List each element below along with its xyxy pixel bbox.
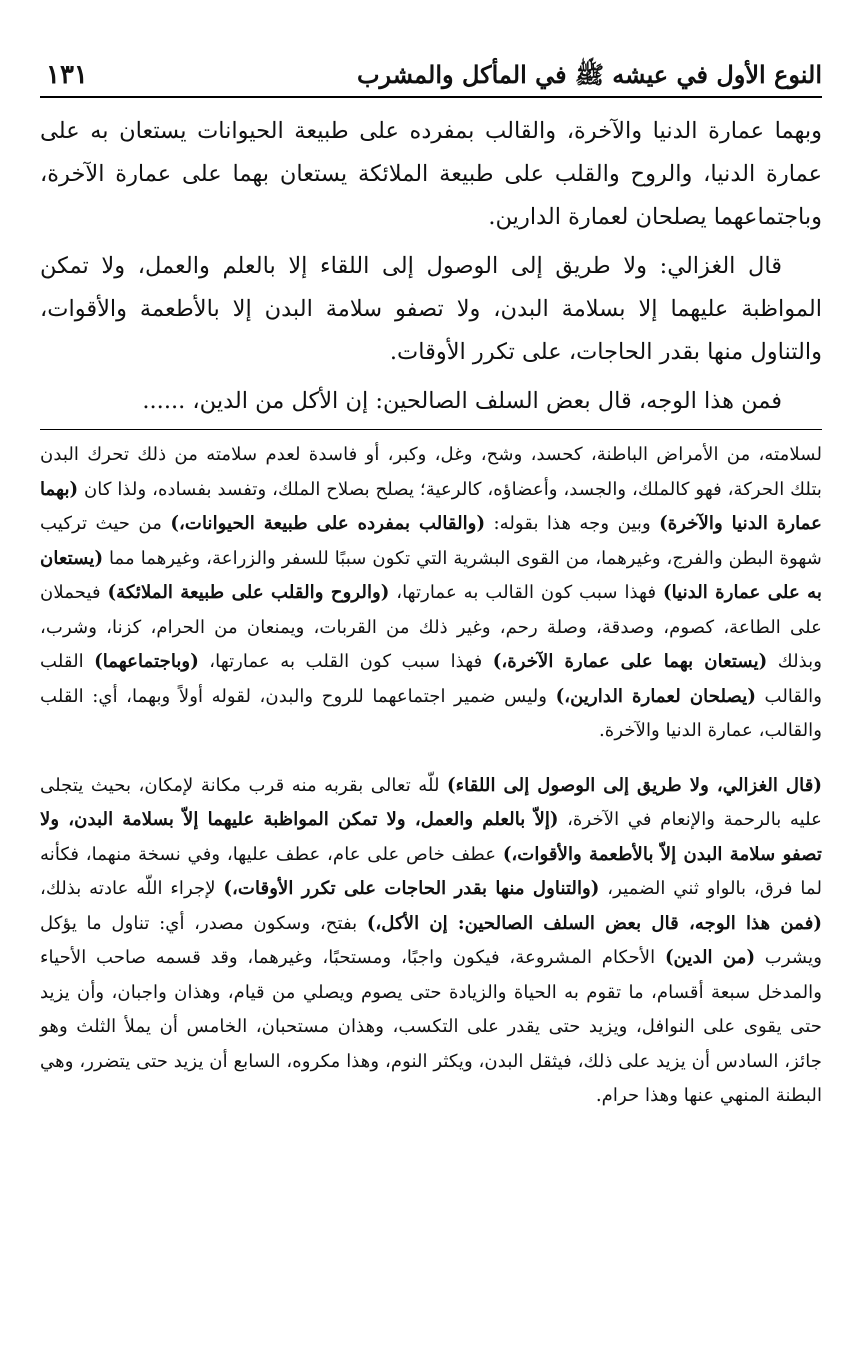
quoted-matn: (والتناول منها بقدر الحاجات على تكرر الأوقات،) <box>223 878 600 899</box>
main-paragraph: فمن هذا الوجه، قال بعض السلف الصالحين: إن الأكل من الدين، ...... <box>142 388 782 414</box>
running-header <box>40 60 822 98</box>
quoted-matn: (قال الغزالي، ولا طريق إلى الوصول إلى اللقاء) <box>447 774 822 796</box>
book-page <box>40 60 822 1114</box>
commentary <box>40 438 822 1114</box>
commentary-paragraph <box>40 769 822 1114</box>
commentary-text: لإجراء اللّه عادته بذلك، <box>40 878 224 899</box>
quoted-matn: (بهما عمارة الدنيا والآخرة) <box>40 478 823 534</box>
main-paragraph: وبهما عمارة الدنيا والآخرة، والقالب بمفرده على طبيعة الحيوانات يستعان به على عمارة الدنيا، والروح والقلب على طبيعة الملائكة يستعان بهما على عمارة الآخرة، وباجتماعهما يصلحان لعمارة الدارين. <box>40 118 822 230</box>
quoted-matn: (والروح والقلب على طبيعة الملائكة) <box>107 582 390 603</box>
commentary-text: القلب والقالب <box>40 651 822 707</box>
commentary-text: الأحكام المشروعة، فيكون واجبًا، ومستحبًا، وغيرهما، وقد قسمه صاحب الأحياء والمدخل سبعة أقسام، ما تقوم به الحياة والزيادة حتى يصوم ويصلي من قيام، وهذان واجبان، وأن يزيد حتى يقوى على النوافل، ويزيد حتى يقدر على التكسب، وهذان مستحبان، الخامس أن يملأ الثلث وهو جائز، السادس أن يزيد على ذلك، فيثقل البدن، ويكثر النوم، وهذا مكروه، السابع أن يزيد حتى يتضرر، وهي البطنة المنهي عنها وهذا حرام. <box>40 947 822 1106</box>
commentary-text: فيحملان على الطاعة، كصوم، وصدقة، وصلة رحم، وغير ذلك من القربات، ويمنعان من الحرام، كزنا، وشرب، وبذلك <box>40 582 822 672</box>
quoted-matn: (يستعان به على عمارة الدنيا) <box>40 547 822 603</box>
commentary-text: من حيث تركيب شهوة البطن والفرج، وغيرهما، من القوى البشرية التي تكون سببًا للسفر والزراعة، وغيرهما مما <box>40 513 822 569</box>
footnote-divider <box>40 429 822 430</box>
page-number: ١٣١ <box>46 60 88 90</box>
commentary-paragraph <box>40 438 822 749</box>
commentary-text: لسلامته، من الأمراض الباطنة، كحسد، وشح، وغل، وكبر، أو فاسدة لعدم سلامته من ذلك تحرك البدن بتلك الحركة، فهو كالملك، والجسد، وأعضاؤه، كالرعية؛ يصلح بصلاح الملك، وتفسد بفساده، ولذا كان <box>40 444 822 500</box>
commentary-text: فهذا سبب كون القالب به عمارتها، <box>389 582 663 603</box>
quoted-matn: (من الدين) <box>664 947 756 968</box>
quoted-matn: (فمن هذا الوجه، قال بعض السلف الصالحين: إن الأكل،) <box>366 912 823 934</box>
commentary-text: فهذا سبب كون القلب به عمارتها، <box>198 651 493 672</box>
quoted-matn: (إلاّ بالعلم والعمل، ولا تمكن المواظبة عليهما إلاّ بسلامة البدن، ولا تصفو سلامة البدن إلاّ بالأطعمة والأقوات،) <box>40 809 822 865</box>
quoted-matn: (يستعان بهما على عمارة الآخرة،) <box>492 651 768 672</box>
commentary-text: وليس ضمير اجتماعهما للروح والبدن، لقوله أولاً وبهما، أي: القلب والقالب، عمارة الدنيا والآخرة. <box>40 685 822 741</box>
commentary-text: للّه تعالى بقربه منه قرب مكانة لإمكان، بحيث يتجلى عليه بالرحمة والإنعام في الآخرة، <box>40 774 822 830</box>
main-paragraph: قال الغزالي: ولا طريق إلى الوصول إلى اللقاء إلا بالعلم والعمل، ولا تمكن المواظبة عليهما إلا بسلامة البدن، ولا تصفو سلامة البدن إلا بالأطعمة والأقوات، والتناول منها بقدر الحاجات، على تكرر الأوقات. <box>40 253 822 365</box>
quoted-matn: (يصلحان لعمارة الدارين،) <box>555 685 756 707</box>
main-text <box>40 110 822 423</box>
quoted-matn: (وباجتماعهما) <box>94 651 199 672</box>
header-title: النوع الأول في عيشه ﷺ في المأكل والمشرب <box>356 60 822 89</box>
quoted-matn: (والقالب بمفرده على طبيعة الحيوانات،) <box>170 513 486 534</box>
commentary-text: بفتح، وسكون مصدر، أي: تناول ما يؤكل ويشرب <box>40 912 822 968</box>
commentary-text: وبين وجه هذا بقوله: <box>485 513 660 534</box>
commentary-text: عطف خاص على عام، عطف عليها، وفي نسخة منهما، فكأنه لما فرق، بالواو ثني الضمير، <box>40 843 822 899</box>
